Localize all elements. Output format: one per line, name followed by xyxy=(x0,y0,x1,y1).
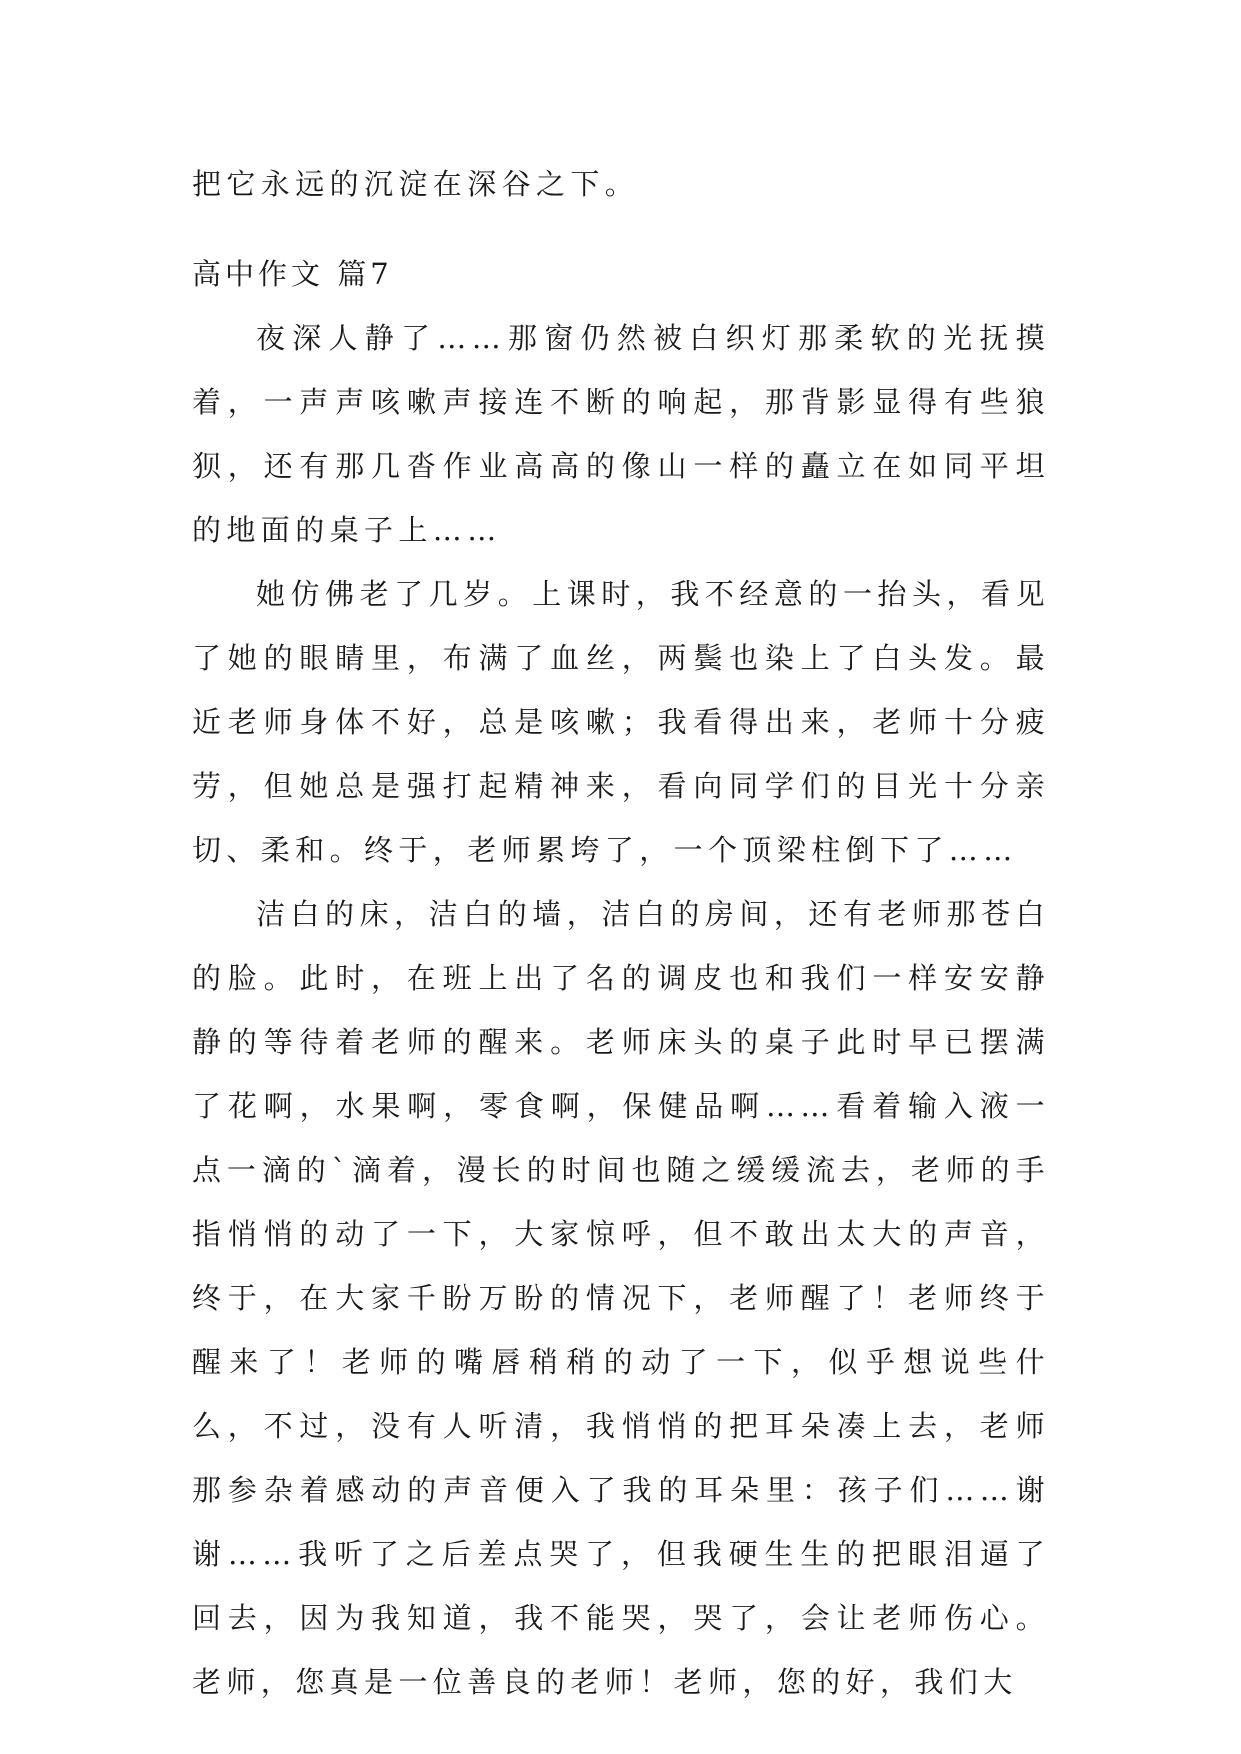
body-paragraph-3: 洁白的床，洁白的墙，洁白的房间，还有老师那苍白的脸。此时，在班上出了名的调皮也和我们一样安安静静的等待着老师的醒来。老师床头的桌子此时早已摆满了花啊，水果啊，零食啊，保健品啊……看着输入液一点一滴的`滴着，漫长的时间也随之缓缓流去，老师的手指悄悄的动了一下，大家惊呼，但不敢出太大的声音，终于，在大家千盼万盼的情况下，老师醒了！老师终于醒来了！老师的嘴唇稍稍的动了一下，似乎想说些什么，不过，没有人听清，我悄悄的把耳朵凑上去，老师那参杂着感动的声音便入了我的耳朵里：孩子们……谢谢……我听了之后差点哭了，但我硬生生的把眼泪逼了回去，因为我知道，我不能哭，哭了，会让老师伤心。老师，您真是一位善良的老师！老师，您的好，我们大 xyxy=(192,897,1050,1699)
document-body xyxy=(192,152,1050,1714)
body-paragraph-2: 她仿佛老了几岁。上课时，我不经意的一抬头，看见了她的眼睛里，布满了血丝，两鬓也染上了白头发。最近老师身体不好，总是咳嗽；我看得出来，老师十分疲劳，但她总是强打起精神来，看向同学们的目光十分亲切、柔和。终于，老师累垮了，一个顶梁柱倒下了…… xyxy=(192,577,1050,867)
lead-paragraph: 把它永远的沉淀在深谷之下。 xyxy=(192,167,640,201)
body-paragraph-1: 夜深人静了……那窗仍然被白织灯那柔软的光抚摸着，一声声咳嗽声接连不断的响起，那背影显得有些狼狈，还有那几沓作业高高的像山一样的矗立在如同平坦的地面的桌子上…… xyxy=(192,321,1050,547)
section-title: 高中作文 篇7 xyxy=(192,257,393,291)
